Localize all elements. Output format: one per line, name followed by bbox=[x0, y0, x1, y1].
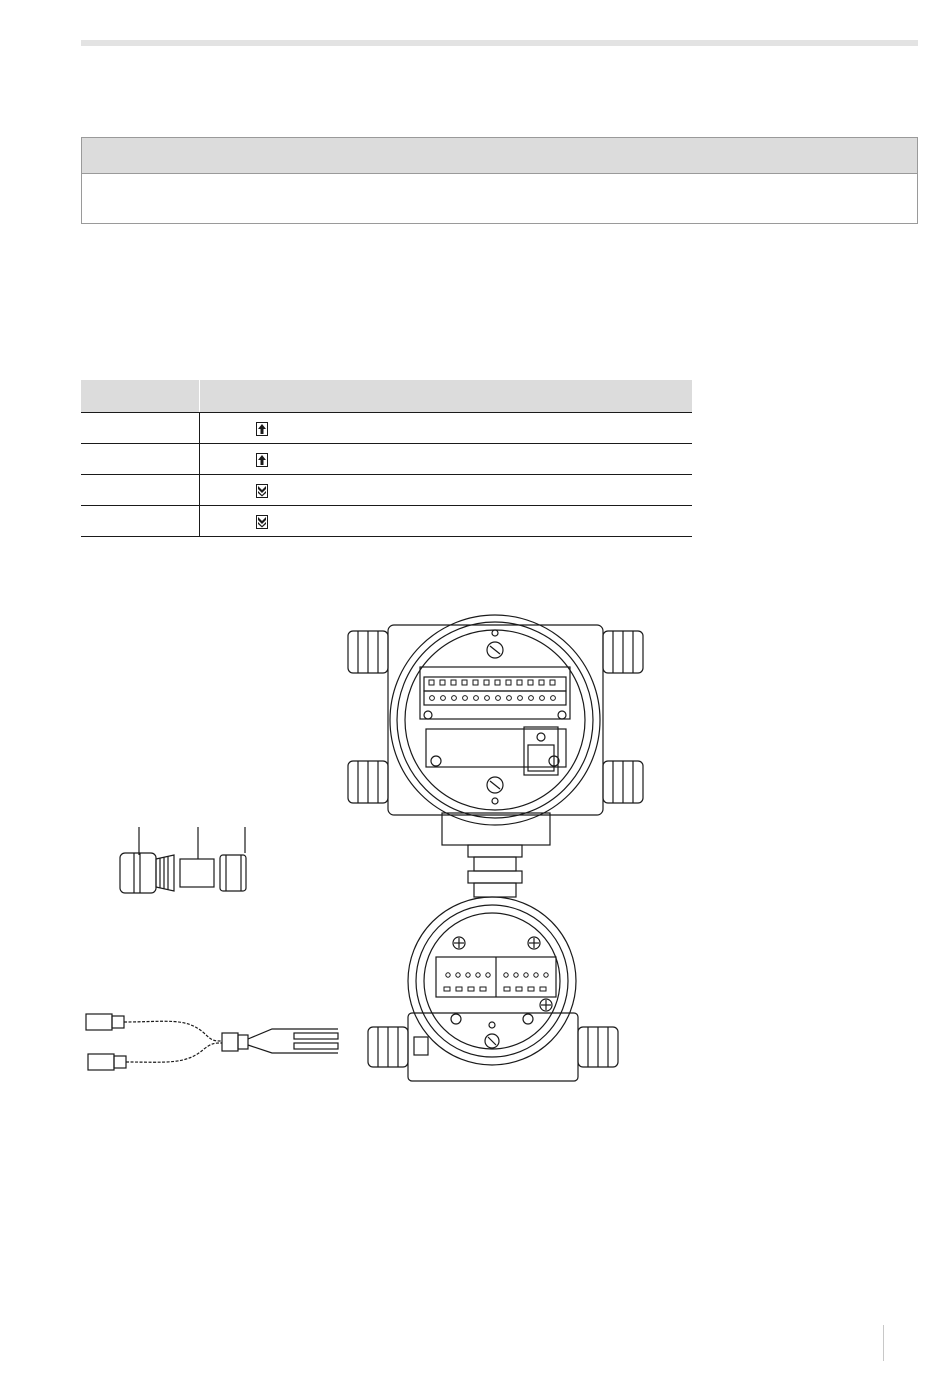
arrow-down-icon bbox=[256, 484, 268, 498]
cable-gland-upper-right bbox=[603, 631, 643, 673]
junction-box-illustration bbox=[76, 605, 666, 1090]
connecting-pipe bbox=[468, 845, 522, 897]
arrow-down-icon bbox=[256, 515, 268, 529]
table-cell bbox=[200, 506, 693, 537]
table-row bbox=[81, 413, 692, 444]
table-cell bbox=[81, 413, 200, 444]
table-row bbox=[81, 506, 692, 537]
page-side-rule bbox=[883, 1325, 884, 1361]
y-splitter-cable bbox=[86, 1014, 338, 1070]
cable-gland-lower-right bbox=[578, 1027, 618, 1067]
table-header-cell bbox=[81, 380, 200, 413]
arrow-up-icon bbox=[256, 453, 268, 467]
table-cell bbox=[200, 413, 693, 444]
cable-gland-mid-right bbox=[603, 761, 643, 803]
table-cell bbox=[81, 475, 200, 506]
table-header-row bbox=[81, 380, 692, 413]
note-heading bbox=[82, 138, 917, 174]
header-rule bbox=[81, 40, 918, 46]
table-row bbox=[81, 444, 692, 475]
cable-gland-mid-left bbox=[348, 761, 388, 803]
table-cell bbox=[81, 506, 200, 537]
blind-plug bbox=[414, 1037, 428, 1055]
cable-gland-lower-left bbox=[368, 1027, 408, 1067]
arrow-up-icon bbox=[256, 422, 268, 436]
terminal-table bbox=[81, 380, 692, 537]
cable-gland-exploded bbox=[120, 827, 246, 893]
table-cell bbox=[200, 444, 693, 475]
table-row bbox=[81, 475, 692, 506]
lower-junction-housing bbox=[408, 897, 578, 1081]
upper-junction-housing bbox=[388, 615, 603, 845]
note-box bbox=[81, 137, 918, 224]
table-cell bbox=[81, 444, 200, 475]
table-cell bbox=[200, 475, 693, 506]
table-header-cell bbox=[200, 380, 693, 413]
cable-gland-upper-left bbox=[348, 631, 388, 673]
